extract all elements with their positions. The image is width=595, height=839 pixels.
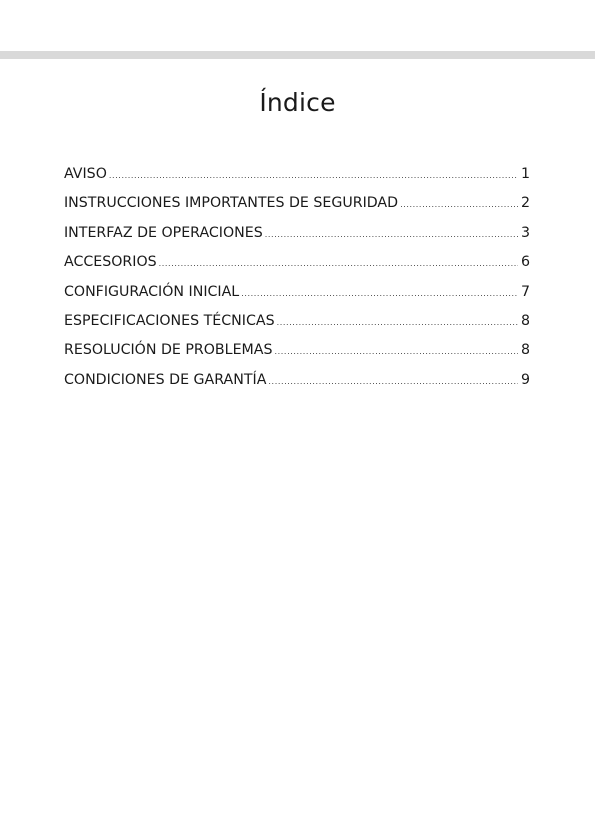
dot-leader	[277, 318, 518, 327]
toc-entry[interactable]	[64, 225, 530, 254]
toc-entry-page: 1	[520, 166, 530, 182]
toc-entry[interactable]	[64, 372, 530, 401]
toc-entry[interactable]	[64, 195, 530, 224]
dot-leader	[265, 230, 518, 239]
toc-entry[interactable]	[64, 342, 530, 371]
dot-leader	[241, 289, 518, 298]
toc-entry-page: 7	[520, 283, 530, 300]
toc-entry[interactable]	[64, 254, 530, 283]
dot-leader	[275, 347, 518, 356]
toc-entry-page: 6	[520, 254, 530, 271]
toc-entry-label: CONDICIONES DE GARANTÍA	[64, 371, 267, 388]
toc-entry-page: 8	[520, 312, 530, 329]
toc-entry[interactable]	[64, 313, 530, 342]
dot-leader	[159, 259, 518, 268]
toc-entry-label: AVISO	[64, 166, 107, 182]
toc-entry[interactable]	[64, 166, 530, 195]
toc-entry-page: 2	[520, 195, 530, 212]
page-title: Índice	[259, 88, 336, 117]
toc-entry-page: 3	[520, 224, 530, 241]
table-of-contents	[64, 166, 530, 401]
toc-entry-page: 8	[520, 342, 530, 359]
dot-leader	[400, 200, 518, 209]
header-band	[0, 51, 595, 59]
toc-entry-label: RESOLUCIÓN DE PROBLEMAS	[64, 342, 273, 359]
toc-entry-label: INTERFAZ DE OPERACIONES	[64, 224, 263, 241]
toc-entry-page: 9	[520, 371, 530, 388]
toc-entry-label: CONFIGURACIÓN INICIAL	[64, 283, 240, 300]
toc-entry[interactable]	[64, 284, 530, 313]
dot-leader	[109, 171, 518, 180]
toc-entry-label: INSTRUCCIONES IMPORTANTES DE SEGURIDAD	[64, 195, 399, 212]
toc-entry-label: ACCESORIOS	[64, 254, 157, 271]
toc-entry-label: ESPECIFICACIONES TÉCNICAS	[64, 312, 275, 329]
dot-leader	[268, 377, 518, 386]
